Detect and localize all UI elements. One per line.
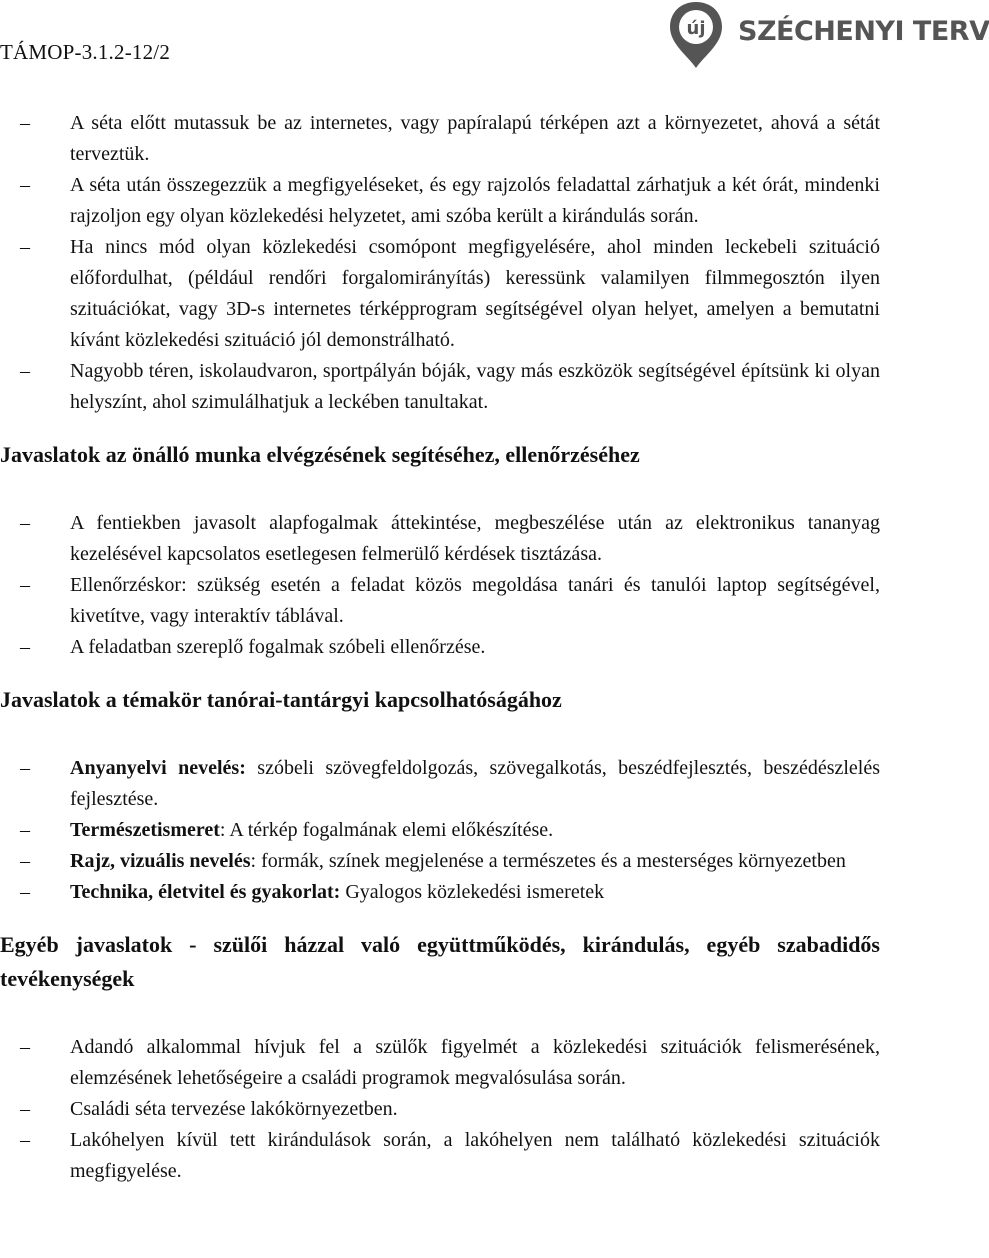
list-item: – A fentiekben javasolt alapfogalmak áttekintése, megbeszélése után az elektronikus tananyag kezelésével kapcsolatos esetlegesen felmerülő kérdések tisztázása. bbox=[0, 508, 880, 570]
list-item: – Technika, életvitel és gyakorlat: Gyalogos közlekedési ismeretek bbox=[0, 877, 880, 908]
list-item: – Adandó alkalommal hívjuk fel a szülők figyelmét a közlekedési szituációk felismerésének, elemzésének lehetőségeire a családi programok megvalósulása során. bbox=[0, 1032, 880, 1094]
list-item: – A séta után összegezzük a megfigyeléseket, és egy rajzolós feladattal zárhatjuk a két órát, mindenki rajzoljon egy olyan közlekedési helyzetet, ami szóba került a kirándulás során. bbox=[0, 170, 880, 232]
list-item: – Anyanyelvi nevelés: szóbeli szövegfeldolgozás, szövegalkotás, beszédfejlesztés, beszédészlelés fejlesztése. bbox=[0, 753, 880, 815]
dash-bullet: – bbox=[20, 236, 30, 258]
page-header bbox=[0, 0, 989, 80]
map-pin-logo-icon bbox=[666, 0, 726, 70]
list-item: – Nagyobb téren, iskolaudvaron, sportpályán bóják, vagy más eszközök segítségével építsünk ki olyan helyszínt, ahol szimulálhatjuk a leckében tanultakat. bbox=[0, 356, 880, 418]
list-item: – Ha nincs mód olyan közlekedési csomópont megfigyelésére, ahol minden leckebeli szituáció előfordulhat, (például rendőri forgalomirányítás) keressünk valamilyen filmmegosztón ilyen szituációkat, vagy 3D-s internetes térképprogram segítségével olyan helyet, amelyen a bemutatni kívánt közlekedési szituáció jól demonstrálható. bbox=[0, 232, 880, 356]
list-item: – Természetismeret: A térkép fogalmának elemi előkészítése. bbox=[0, 815, 880, 846]
self-work-list bbox=[0, 508, 880, 663]
list-item: – Ellenőrzéskor: szükség esetén a feladat közös megoldása tanári és tanulói laptop segítségével, kivetítve, vagy interaktív táblával. bbox=[0, 570, 880, 632]
list-item: – A feladatban szereplő fogalmak szóbeli ellenőrzése. bbox=[0, 632, 880, 663]
subject-links-list bbox=[0, 753, 880, 908]
list-item: – A séta előtt mutassuk be az internetes, vagy papíralapú térképen azt a környezetet, ahová a sétát terveztük. bbox=[0, 108, 880, 170]
dash-bullet: – bbox=[20, 512, 30, 534]
logo-text: SZÉCHENYI TERV bbox=[738, 16, 989, 47]
list-item: – Lakóhelyen kívül tett kirándulások során, a lakóhelyen nem található közlekedési szituációk megfigyelése. bbox=[0, 1125, 880, 1187]
section-heading-other: Egyéb javaslatok - szülői házzal való együttműködés, kirándulás, egyéb szabadidős tevékenységek bbox=[0, 932, 880, 991]
dash-bullet: – bbox=[20, 881, 30, 903]
dash-bullet: – bbox=[20, 112, 30, 134]
list-item: – Családi séta tervezése lakókörnyezetben. bbox=[0, 1094, 880, 1125]
section-heading-self-work: Javaslatok az önálló munka elvégzésének segítéséhez, ellenőrzéséhez bbox=[0, 442, 640, 467]
dash-bullet: – bbox=[20, 360, 30, 382]
list-item: – Rajz, vizuális nevelés: formák, színek megjelenése a természetes és a mesterséges környezetben bbox=[0, 846, 880, 877]
dash-bullet: – bbox=[20, 1098, 30, 1120]
dash-bullet: – bbox=[20, 757, 30, 779]
szechenyi-terv-logo bbox=[666, 0, 989, 70]
dash-bullet: – bbox=[20, 1036, 30, 1058]
dash-bullet: – bbox=[20, 1129, 30, 1151]
dash-bullet: – bbox=[20, 636, 30, 658]
section-heading-subject-links: Javaslatok a témakör tanórai-tantárgyi kapcsolhatóságához bbox=[0, 687, 562, 712]
dash-bullet: – bbox=[20, 850, 30, 872]
logo-mark-text: új bbox=[686, 18, 706, 39]
dash-bullet: – bbox=[20, 819, 30, 841]
document-body bbox=[0, 108, 880, 1187]
dash-bullet: – bbox=[20, 174, 30, 196]
document-code: TÁMOP-3.1.2-12/2 bbox=[0, 40, 171, 64]
intro-list bbox=[0, 108, 880, 418]
other-suggestions-list bbox=[0, 1032, 880, 1187]
dash-bullet: – bbox=[20, 574, 30, 596]
